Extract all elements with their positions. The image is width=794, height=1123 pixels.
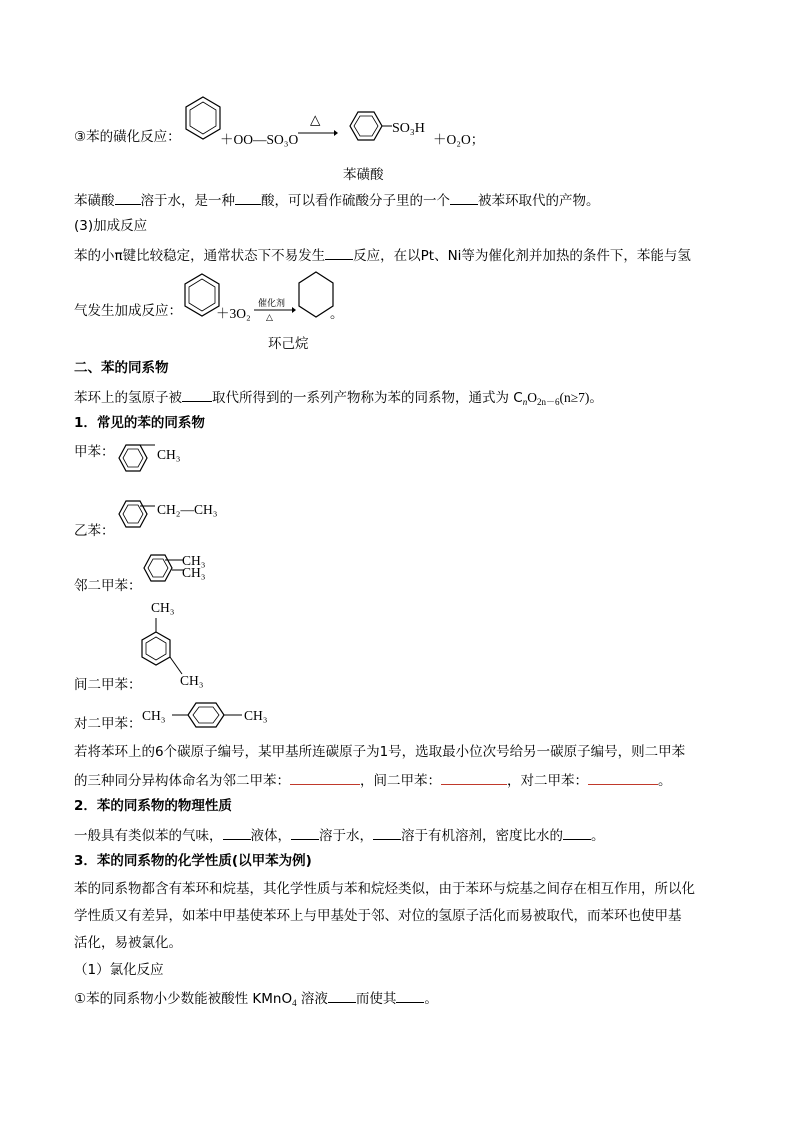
- m-xylene-group-2: CH₃: [180, 673, 204, 688]
- toluene-label: 甲苯：: [74, 444, 115, 460]
- toluene-group: CH₃: [157, 447, 181, 462]
- sulfonation-byproduct: ＋O₂O；: [433, 132, 485, 147]
- ethylbenzene-structure-icon: [113, 496, 163, 532]
- homolog-definition: 苯环上的氢原子被 取代所得到的一系列产物称为苯的同系物，通式为 $C_nO_{2n-6}(n\ge 7)$。: [74, 387, 603, 411]
- m-xylene-group-1: CH₃: [151, 600, 175, 615]
- addition-reagent: ＋3O₂: [216, 306, 251, 321]
- addition-condition: △: [266, 312, 273, 322]
- addition-line-2: 气发生加成反应：: [74, 303, 182, 319]
- benzenesulfonic-line: 苯磺酸 溶于水，是一种 酸，可以看作硫酸分子里的一个 被苯环取代的产物。: [74, 190, 600, 210]
- chemical-properties-line-2: 学性质又有差异，如苯中甲基使苯环上与甲基处于邻、对位的氢原子活化而易被取代，而苯环也使甲基: [74, 908, 682, 924]
- p-xylene-group-1: CH₃: [142, 708, 166, 723]
- chemical-properties-line-1: 苯的同系物都含有苯环和烷基，其化学性质与苯和烷烃类似，由于苯环与烷基之间存在相互作用，所以化: [74, 881, 695, 897]
- ethylbenzene-label: 乙苯：: [74, 523, 115, 539]
- p-xylene-structure-icon: [172, 700, 248, 734]
- product-name-cyclohexane: 环己烷: [268, 336, 309, 352]
- subheading-common-homologs: 1．常见的苯的同系物: [74, 415, 205, 431]
- sulfonation-reagent: ＋OO—SO₃O: [220, 132, 299, 147]
- product-name-benzenesulfonic: 苯磺酸: [343, 167, 384, 183]
- subheading-physical-properties: 2．苯的同系物的物理性质: [74, 798, 232, 814]
- toluene-structure-icon: [113, 440, 163, 476]
- benzene-ring-icon: [340, 108, 390, 144]
- benzene-ring-icon: [183, 95, 223, 145]
- sulfonation-product-group: SO₃H: [392, 121, 425, 136]
- reaction-arrow-icon: [254, 305, 296, 315]
- naming-line-1: 若将苯环上的6个碳原子编号，某甲基所连碳原子为1号，选取最小位次号给另一碳原子编号，则二甲苯: [74, 744, 686, 760]
- addition-heading: (3)加成反应: [74, 218, 148, 234]
- addition-end: 。: [330, 306, 344, 322]
- subheading-chemical-properties: 3．苯的同系物的化学性质(以甲苯为例): [74, 853, 312, 869]
- sulfonation-condition: △: [310, 112, 321, 127]
- oxidation-line: ①苯的同系物小少数能被酸性 KMnO$_4$ 溶液 而使其 。: [74, 988, 438, 1012]
- oxidation-heading: （1）氯化反应: [74, 962, 164, 978]
- sulfonation-label: ③苯的磺化反应：: [74, 129, 181, 145]
- physical-properties-line: 一般具有类似苯的气味， 液体， 溶于水， 溶于有机溶剂，密度比水的 。: [74, 825, 605, 845]
- p-xylene-group-2: CH₃: [244, 708, 268, 723]
- catalyst-label: 催化剂: [258, 299, 286, 309]
- ethylbenzene-group: CH₂—CH₃: [157, 502, 218, 517]
- p-xylene-label: 对二甲苯：: [74, 716, 142, 732]
- reaction-arrow-icon: [298, 128, 338, 138]
- addition-line-1: 苯的小π键比较稳定，通常状态下不易发生 反应，在以Pt、Ni等为催化剂并加热的条件下，苯能与氢: [74, 245, 691, 265]
- o-xylene-group-1: CH₃: [182, 553, 206, 568]
- o-xylene-group-2: CH₃: [182, 565, 206, 580]
- chemical-properties-line-3: 活化，易被氯化。: [74, 935, 182, 951]
- section-heading-homologs: 二、苯的同系物: [74, 360, 169, 376]
- o-xylene-label: 邻二甲苯：: [74, 578, 142, 594]
- m-xylene-label: 间二甲苯：: [74, 677, 142, 693]
- naming-line-2: 的三种同分异构体命名为邻二甲苯： ，间二甲苯： ，对二甲苯： 。: [74, 770, 672, 790]
